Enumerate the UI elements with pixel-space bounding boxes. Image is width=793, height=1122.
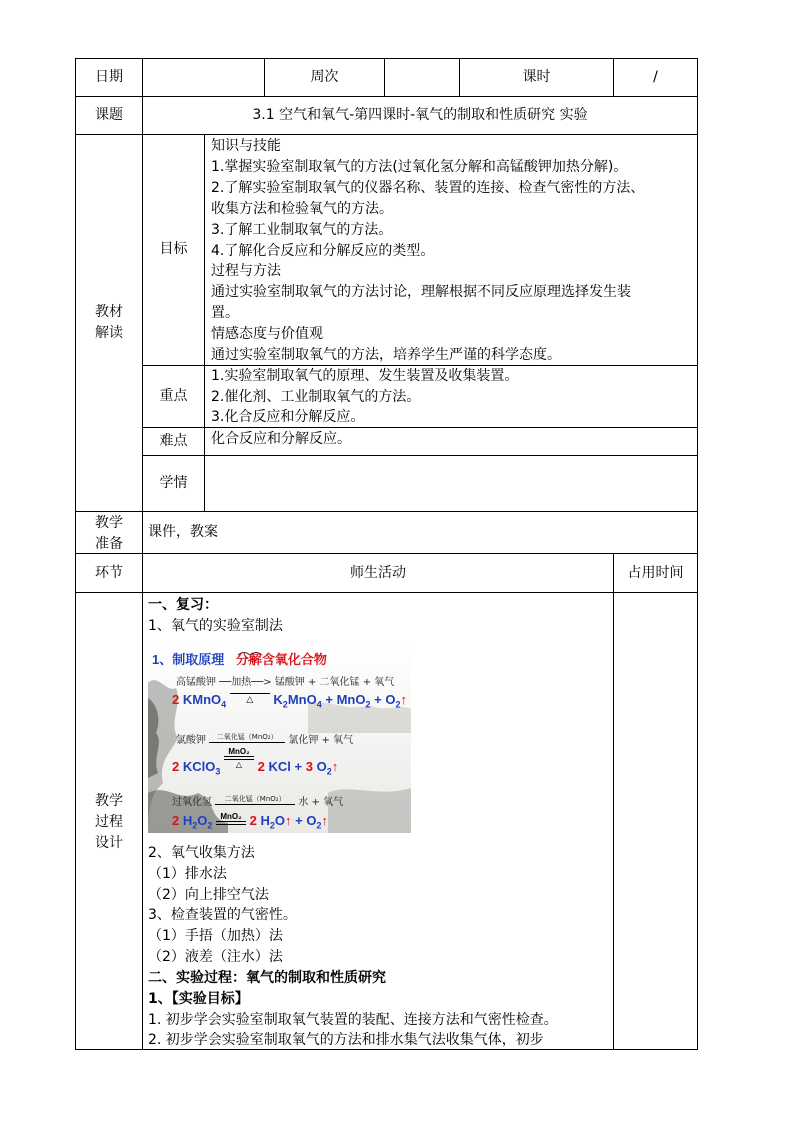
review-line: 3、检查装置的气密性。 <box>148 907 297 924</box>
review-line: （2）液差（注水）法 <box>148 949 283 965</box>
goal-line: 过程与方法 <box>211 263 281 280</box>
experiment-subtitle: 1、【实验目标】 <box>148 991 249 1007</box>
goal-line: 知识与技能 <box>211 138 281 154</box>
key-label: 重点 <box>159 388 188 404</box>
period-value: / <box>653 69 658 85</box>
review-line: （2）向上排空气法 <box>148 886 269 903</box>
experiment-line: 1. 初步学会实验室制取氧气装置的装配、连接方法和气密性检查。 <box>148 1012 558 1028</box>
eq3-formula: 2 $H_2O_2$ MnO₂ 2 $H_2O↑$ + $O_2↑$ <box>172 812 329 831</box>
difficulty-value: 化合反应和分解反应。 <box>211 431 351 447</box>
goal-line: 收集方法和检验氧气的方法。 <box>211 200 393 217</box>
time-label: 占用时间 <box>627 565 684 581</box>
activity-label: 师生活动 <box>350 565 406 581</box>
review-title: 一、复习： <box>148 597 218 613</box>
eq2-formula: 2 KClO$_3$ MnO₂ △ 2 KCl + 3 $O_2↑$ <box>172 747 339 777</box>
key-line: 1.实验室制取氧气的原理、发生装置及收集装置。 <box>211 368 519 384</box>
review-line: （1）手捂（加热）法 <box>148 928 283 945</box>
experiment-line: 2. 初步学会实验室制取氧气的方法和排水集气法收集气体，初步 <box>148 1032 544 1048</box>
period-label: 课时 <box>522 69 551 85</box>
slide-heading: 1、制取原理 分解含氧化合物 <box>152 652 327 667</box>
oxygen-preparation-slide <box>148 643 411 833</box>
key-line: 3.化合反应和分解反应。 <box>211 409 365 425</box>
goal-line: 通过实验室制取氧气的方法，培养学生严谨的科学态度。 <box>211 347 561 363</box>
difficulty-label: 难点 <box>159 433 188 449</box>
goal-line: 置。 <box>211 305 239 322</box>
goal-line: 2.了解实验室制取氧气的仪器名称、装置的连接、检查气密性的方法、 <box>211 179 645 196</box>
goal-line: 情感态度与价值观 <box>211 326 323 343</box>
review-line: 2、氧气收集方法 <box>148 845 255 861</box>
process-label: 教学 过程 设计 <box>95 793 123 851</box>
review-line: （1）排水法 <box>148 865 227 882</box>
date-label: 日期 <box>95 69 123 85</box>
prep-label: 教学 准备 <box>95 515 123 552</box>
week-label: 周次 <box>310 69 339 85</box>
eq2-words: 氯酸钾 二氧化锰（MnO₂） 氯化钾 + 氧气 <box>176 733 354 746</box>
goal-line: 通过实验室制取氧气的方法讨论，理解根据不同反应原理选择发生装 <box>211 284 631 301</box>
topic-label: 课题 <box>95 107 123 123</box>
goal-line: 4.了解化合反应和分解反应的类型。 <box>211 242 435 259</box>
stage-label: 环节 <box>95 565 123 581</box>
eq1-formula: 2 KMnO$_4$ △ $K_2MnO_4 + MnO_2$ + $O_2↑$ <box>172 691 407 710</box>
situation-label: 学情 <box>159 475 188 491</box>
review-item1: 1、氧气的实验室制法 <box>148 618 283 634</box>
topic-value: 3.1 空气和氧气-第四课时-氧气的制取和性质研究 实验 <box>252 107 588 123</box>
experiment-title: 二、实验过程：氧气的制取和性质研究 <box>148 970 386 986</box>
eq1-words: 高锰酸钾 ──加热──> 锰酸钾 + 二氧化锰 + 氧气 <box>176 677 395 688</box>
goal-line: 3.了解工业制取氧气的方法。 <box>211 221 393 238</box>
textbook-label: 教材 解读 <box>95 304 123 341</box>
goal-label: 目标 <box>159 241 188 257</box>
prep-value: 课件，教案 <box>148 524 218 540</box>
eq3-words: 过氧化氢 二氧化锰（MnO₂） 水 + 氧气 <box>172 795 344 808</box>
goal-line: 1.掌握实验室制取氧气的方法(过氧化氢分解和高锰酸钾加热分解)。 <box>211 158 628 175</box>
key-line: 2.催化剂、工业制取氧气的方法。 <box>211 388 421 405</box>
